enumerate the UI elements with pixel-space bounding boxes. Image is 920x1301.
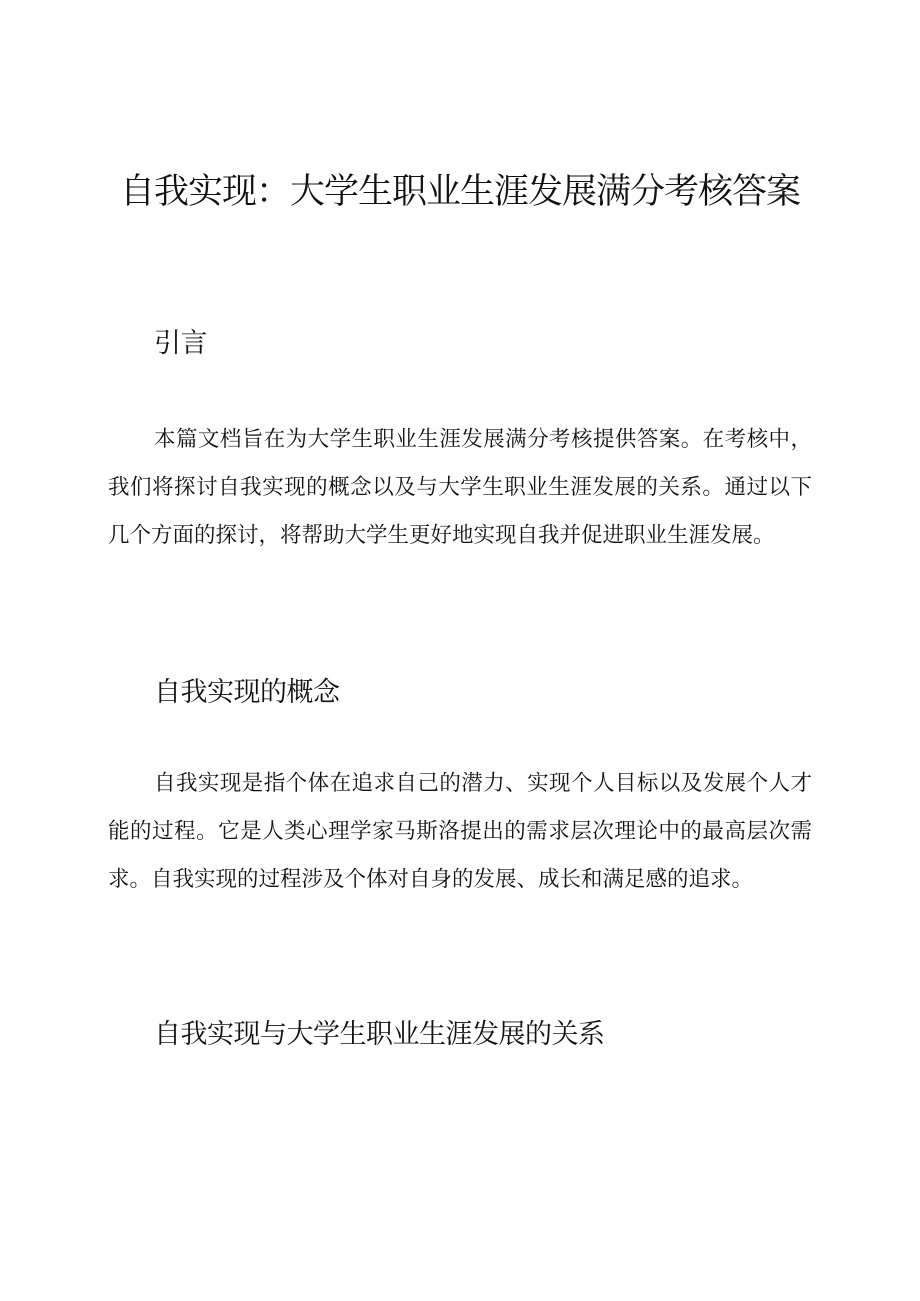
section-heading-relation: 自我实现与大学生职业生涯发展的关系: [154, 1019, 605, 1050]
section-heading-intro: 引言: [154, 328, 207, 359]
paragraph-concept: 自我实现是指个体在追求自己的潜力、实现个人目标以及发展个人才能的过程。它是人类心理学家马斯洛提出的需求层次理论中的最高层次需求。自我实现的过程涉及个体对自身的发展、成长和满足感的追求。: [108, 771, 812, 892]
section-heading-concept: 自我实现的概念: [154, 677, 340, 708]
page-title: 自我实现：大学生职业生涯发展满分考核答案: [119, 172, 800, 212]
paragraph-intro: 本篇文档旨在为大学生职业生涯发展满分考核提供答案。在考核中，我们将探讨自我实现的概念以及与大学生职业生涯发展的关系。通过以下几个方面的探讨，将帮助大学生更好地实现自我并促进职业生涯发展。: [108, 427, 812, 548]
